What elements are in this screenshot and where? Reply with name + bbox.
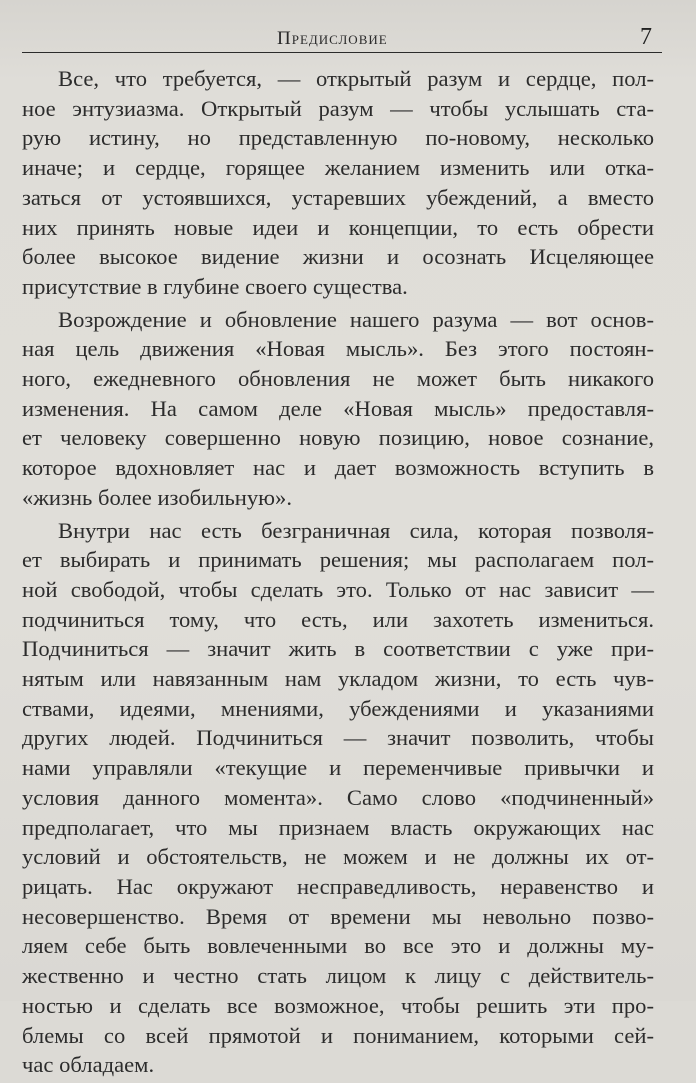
text-line: рицать. Нас окружают несправедливость, неравенство и (22, 873, 654, 899)
text-line: условия данного момента». Само слово «подчиненный» (22, 784, 654, 810)
text-line: ет человеку совершенно новую позицию, новое сознание, (22, 425, 654, 451)
text-line: жественно и честно стать лицом к лицу с действитель- (22, 963, 654, 989)
text-line: ного, ежедневного обновления не может быть никакого (22, 366, 654, 392)
text-line: них принять новые идеи и концепции, то есть обрести (22, 214, 654, 240)
text-line: подчиниться тому, что есть, или захотеть измениться. (22, 606, 654, 632)
text-line: ет выбирать и принимать решения; мы располагаем пол- (22, 547, 654, 573)
running-title: Предисловие (277, 28, 388, 49)
text-line: присутствие в глубине своего существа. (22, 273, 408, 299)
paragraph-2 (22, 305, 654, 513)
page-header (22, 18, 662, 53)
text-line: Подчиниться — значит жить в соответствии с уже при- (22, 636, 654, 662)
text-line: ностью и сделать все возможное, чтобы решить эти про- (22, 992, 654, 1018)
text-line: которое вдохновляет нас и дает возможность вступить в (22, 455, 654, 481)
text-line: ная цель движения «Новая мысль». Без этого постоян- (22, 336, 654, 362)
text-line: более высокое видение жизни и осознать Исцеляющее (22, 244, 654, 270)
text-line: несовершенство. Время от времени мы невольно позво- (22, 903, 654, 929)
text-line: «жизнь более изобильную». (22, 484, 292, 510)
text-line: нятым или навязанным нам укладом жизни, то есть чув- (22, 666, 654, 692)
text-line: условий и обстоятельств, не можем и не должны их от- (22, 844, 654, 870)
body-text (22, 64, 654, 1083)
text-line: нами управляли «текущие и переменчивые привычки и (22, 755, 654, 781)
paragraph-3 (22, 516, 654, 1080)
text-line: заться от устоявшихся, устаревших убеждений, а вместо (22, 184, 654, 210)
text-line: Внутри нас есть безграничная сила, которая позволя- (58, 517, 654, 543)
text-line: ствами, идеями, мнениями, убеждениями и указаниями (22, 695, 654, 721)
text-line: ное энтузиазма. Открытый разум — чтобы услышать ста- (22, 95, 654, 121)
text-line: ной свободой, чтобы сделать это. Только от нас зависит — (22, 576, 654, 602)
text-line: рую истину, но представленную по-новому, несколько (22, 125, 654, 151)
text-line: предполагает, что мы признаем власть окружающих нас (22, 814, 654, 840)
text-line: изменения. На самом деле «Новая мысль» предоставля- (22, 395, 654, 421)
text-line: ляем себе быть вовлеченными во все это и должны му- (22, 933, 654, 959)
text-line: час обладаем. (22, 1052, 155, 1078)
text-line: других людей. Подчиниться — значит позволить, чтобы (22, 725, 654, 751)
text-line: иначе; и сердце, горящее желанием изменить или отка- (22, 155, 654, 181)
text-line: Возрождение и обновление нашего разума — вот основ- (58, 306, 654, 332)
text-line: Все, что требуется, — открытый разум и сердце, пол- (58, 66, 654, 91)
paragraph-1 (22, 64, 654, 302)
page-number: 7 (640, 24, 652, 50)
text-line: блемы со всей прямотой и пониманием, которыми сей- (22, 1022, 654, 1048)
